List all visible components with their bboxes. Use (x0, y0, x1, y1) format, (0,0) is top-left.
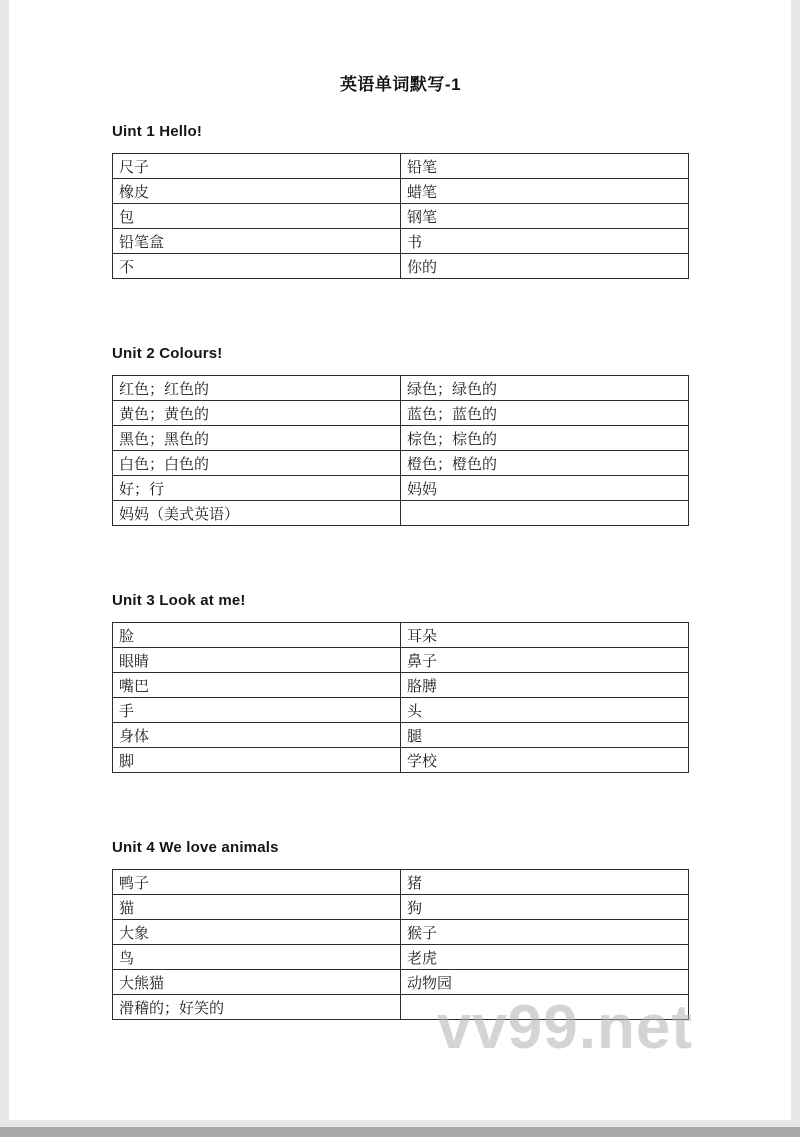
sections-container (112, 123, 689, 1020)
table-row (113, 698, 689, 723)
table-row (113, 501, 689, 526)
document-page (9, 0, 791, 1120)
table-row (113, 673, 689, 698)
vocab-cell: 黑色；黑色的 (113, 426, 401, 451)
vocab-cell: 脸 (113, 623, 401, 648)
table-row (113, 179, 689, 204)
vocab-cell: 包 (113, 204, 401, 229)
vocab-cell: 妈妈 (401, 476, 689, 501)
vocab-cell: 手 (113, 698, 401, 723)
table-row (113, 451, 689, 476)
vocab-cell: 大熊猫 (113, 970, 401, 995)
unit-section (112, 592, 689, 773)
vocab-cell: 猫 (113, 895, 401, 920)
vocab-cell: 耳朵 (401, 623, 689, 648)
document-title: 英语单词默写-1 (339, 75, 462, 94)
vocab-cell: 书 (401, 229, 689, 254)
table-row (113, 748, 689, 773)
unit-heading: Unit 4 We love animals (112, 839, 279, 856)
unit-heading: Unit 3 Look at me! (112, 592, 246, 609)
table-row (113, 376, 689, 401)
vocab-cell: 嘴巴 (113, 673, 401, 698)
page-bottom-edge (0, 1127, 800, 1137)
table-row (113, 623, 689, 648)
table-row (113, 476, 689, 501)
vocab-cell: 铅笔盒 (113, 229, 401, 254)
vocab-cell: 鼻子 (401, 648, 689, 673)
unit-heading: Unit 2 Colours! (112, 345, 223, 362)
vocab-cell: 鸟 (113, 945, 401, 970)
vocab-cell: 猪 (401, 870, 689, 895)
vocab-cell: 鸭子 (113, 870, 401, 895)
table-row (113, 401, 689, 426)
table-row (113, 970, 689, 995)
vocab-cell: 头 (401, 698, 689, 723)
watermark: vv99.net (436, 993, 693, 1062)
vocab-cell: 白色；白色的 (113, 451, 401, 476)
table-row (113, 254, 689, 279)
vocab-cell: 红色；红色的 (113, 376, 401, 401)
table-row (113, 154, 689, 179)
vocab-cell: 动物园 (401, 970, 689, 995)
vocab-cell: 你的 (401, 254, 689, 279)
vocab-table (112, 869, 689, 1020)
vocab-cell: 腿 (401, 723, 689, 748)
unit-section (112, 839, 689, 1020)
vocab-cell: 好；行 (113, 476, 401, 501)
table-row (113, 229, 689, 254)
vocab-cell (401, 995, 689, 1020)
vocab-cell: 脚 (113, 748, 401, 773)
table-row (113, 995, 689, 1020)
vocab-cell: 棕色；棕色的 (401, 426, 689, 451)
vocab-cell: 滑稽的；好笑的 (113, 995, 401, 1020)
table-row (113, 945, 689, 970)
vocab-cell: 钢笔 (401, 204, 689, 229)
vocab-cell: 蓝色；蓝色的 (401, 401, 689, 426)
vocab-table (112, 153, 689, 279)
vocab-cell: 学校 (401, 748, 689, 773)
unit-heading: Uint 1 Hello! (112, 123, 203, 140)
vocab-table (112, 375, 689, 526)
vocab-cell: 橡皮 (113, 179, 401, 204)
vocab-cell: 眼睛 (113, 648, 401, 673)
table-row (113, 870, 689, 895)
vocab-cell: 身体 (113, 723, 401, 748)
vocab-cell: 老虎 (401, 945, 689, 970)
vocab-cell: 大象 (113, 920, 401, 945)
table-row (113, 648, 689, 673)
unit-section (112, 123, 689, 279)
vocab-cell: 狗 (401, 895, 689, 920)
table-row (113, 895, 689, 920)
table-row (113, 204, 689, 229)
vocab-cell: 蜡笔 (401, 179, 689, 204)
table-row (113, 723, 689, 748)
vocab-cell: 橙色；橙色的 (401, 451, 689, 476)
vocab-cell: 胳膊 (401, 673, 689, 698)
vocab-cell: 不 (113, 254, 401, 279)
vocab-cell: 绿色；绿色的 (401, 376, 689, 401)
vocab-cell: 尺子 (113, 154, 401, 179)
unit-section (112, 345, 689, 526)
vocab-cell: 黄色；黄色的 (113, 401, 401, 426)
vocab-cell: 妈妈（美式英语） (113, 501, 401, 526)
vocab-cell: 铅笔 (401, 154, 689, 179)
table-row (113, 426, 689, 451)
table-row (113, 920, 689, 945)
vocab-table (112, 622, 689, 773)
vocab-cell: 猴子 (401, 920, 689, 945)
vocab-cell (401, 501, 689, 526)
